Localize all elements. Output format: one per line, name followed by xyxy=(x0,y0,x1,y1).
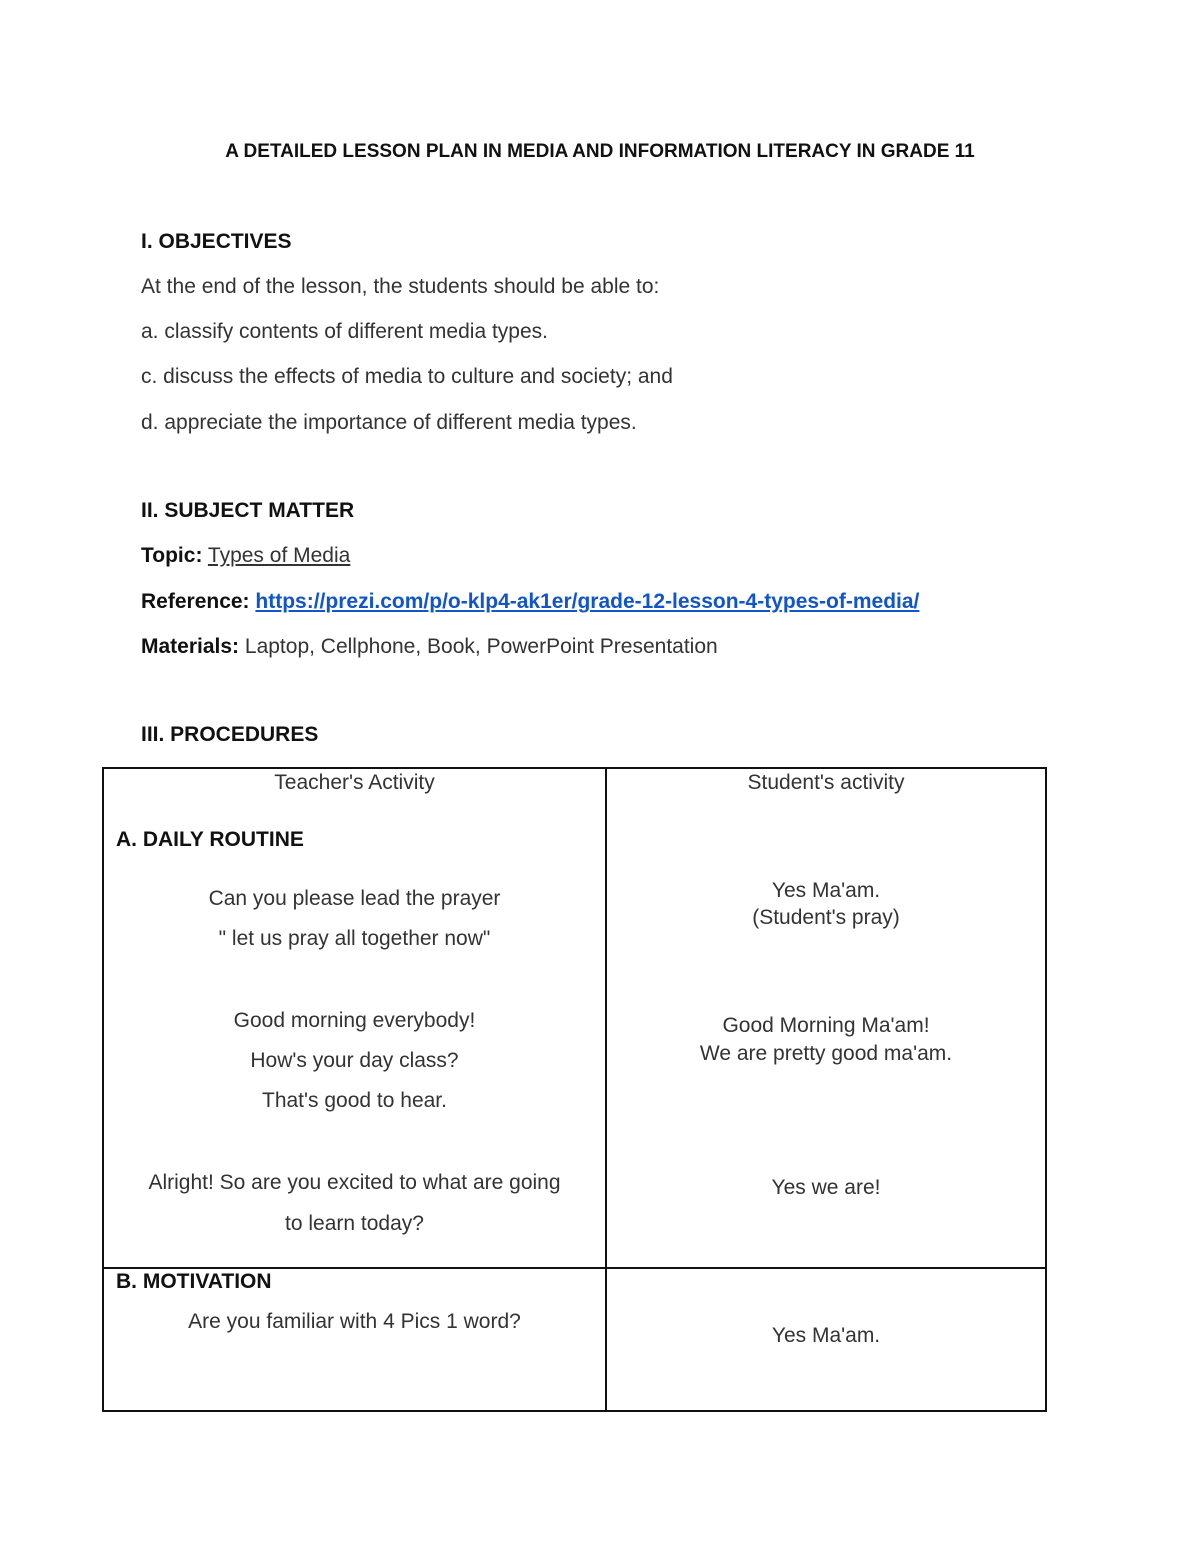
document-title: A DETAILED LESSON PLAN IN MEDIA AND INFORMATION LITERACY IN GRADE 11 xyxy=(225,141,975,162)
materials-label: Materials: xyxy=(141,635,240,658)
materials-value: Laptop, Cellphone, Book, PowerPoint Presentation xyxy=(244,635,718,658)
teacher-line: Can you please lead the prayer xyxy=(208,887,501,910)
topic-value: Types of Media xyxy=(207,544,351,567)
student-line: We are pretty good ma'am. xyxy=(699,1042,953,1065)
reference-label: Reference: xyxy=(141,590,250,613)
topic-label: Topic: xyxy=(141,544,203,567)
teacher-column-header: Teacher's Activity xyxy=(274,771,435,794)
teacher-line: Alright! So are you excited to what are going xyxy=(148,1171,561,1194)
teacher-line: Good morning everybody! xyxy=(233,1009,476,1032)
objectives-intro: At the end of the lesson, the students should be able to: xyxy=(141,275,660,298)
student-line: Yes Ma'am. xyxy=(771,1324,881,1347)
procedures-heading: III. PROCEDURES xyxy=(141,723,319,746)
teacher-line: Are you familiar with 4 Pics 1 word? xyxy=(188,1310,521,1333)
topic-line xyxy=(141,544,350,568)
table-column-divider xyxy=(605,767,607,1412)
subject-matter-heading: II. SUBJECT MATTER xyxy=(141,499,355,522)
student-line: (Student's pray) xyxy=(752,906,900,929)
objective-item: c. discuss the effects of media to culture and society; and xyxy=(141,365,673,388)
reference-line xyxy=(141,590,919,614)
daily-routine-heading: A. DAILY ROUTINE xyxy=(116,828,304,851)
teacher-line: " let us pray all together now" xyxy=(218,927,491,950)
teacher-line: How's your day class? xyxy=(250,1049,459,1072)
objectives-heading: I. OBJECTIVES xyxy=(141,230,292,253)
motivation-heading: B. MOTIVATION xyxy=(116,1270,272,1293)
objective-item: a. classify contents of different media types. xyxy=(141,320,548,343)
student-line: Yes we are! xyxy=(771,1176,881,1199)
materials-line xyxy=(141,635,718,659)
objective-item: d. appreciate the importance of different media types. xyxy=(141,411,637,434)
student-line: Good Morning Ma'am! xyxy=(722,1014,930,1037)
reference-link[interactable]: https://prezi.com/p/o-klp4-ak1er/grade-12-lesson-4-types-of-media/ xyxy=(255,590,920,613)
student-column-header: Student's activity xyxy=(747,771,905,794)
table-row-divider xyxy=(102,1267,1047,1269)
student-line: Yes Ma'am. xyxy=(771,879,881,902)
teacher-line: to learn today? xyxy=(285,1212,424,1235)
teacher-line: That's good to hear. xyxy=(262,1089,447,1112)
